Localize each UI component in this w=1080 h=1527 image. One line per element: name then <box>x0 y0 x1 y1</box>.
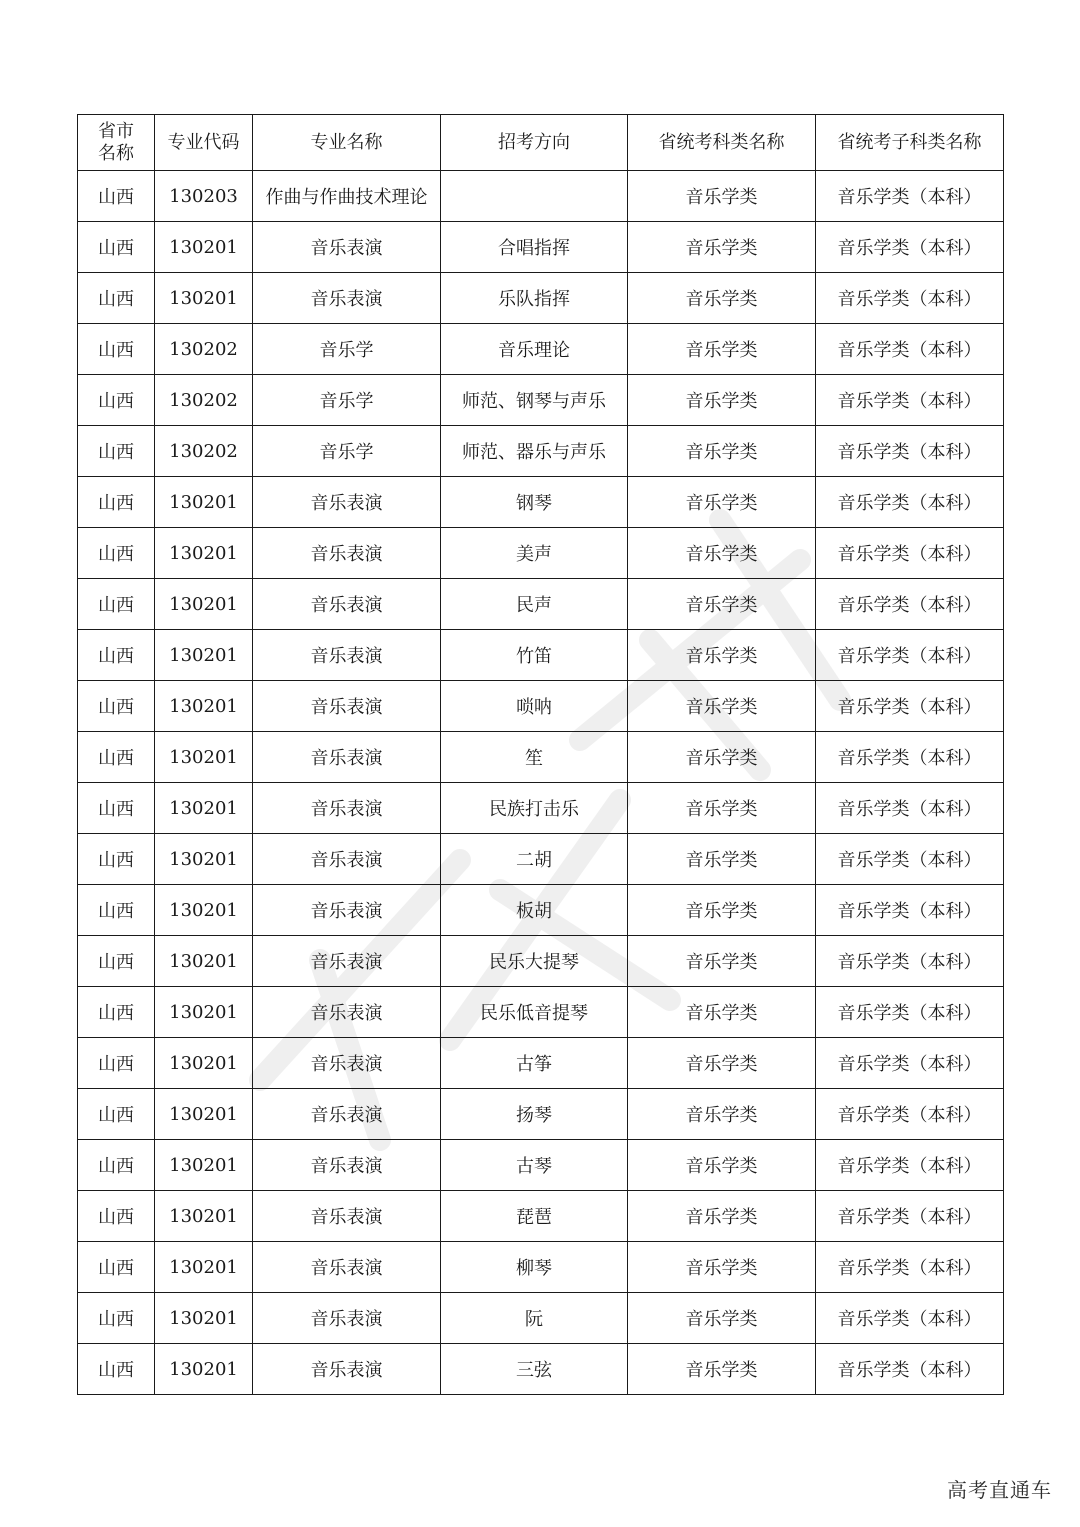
admission-table-container <box>77 114 1004 1395</box>
cell-exam-category: 音乐学类 <box>628 783 816 834</box>
cell-major-name: 音乐学 <box>253 375 441 426</box>
header-major-code: 专业代码 <box>155 115 253 171</box>
cell-major-code: 130201 <box>155 1089 253 1140</box>
table-row <box>78 375 1004 426</box>
cell-major-code: 130203 <box>155 171 253 222</box>
table-row <box>78 885 1004 936</box>
cell-major-name: 音乐表演 <box>253 1293 441 1344</box>
cell-exam-subcategory: 音乐学类（本科） <box>816 375 1004 426</box>
table-row <box>78 1089 1004 1140</box>
cell-province: 山西 <box>78 1344 155 1395</box>
cell-exam-subcategory: 音乐学类（本科） <box>816 681 1004 732</box>
cell-major-name: 音乐表演 <box>253 1242 441 1293</box>
table-header-row <box>78 115 1004 171</box>
cell-direction: 师范、器乐与声乐 <box>441 426 628 477</box>
table-row <box>78 783 1004 834</box>
cell-exam-category: 音乐学类 <box>628 1293 816 1344</box>
cell-major-name: 音乐表演 <box>253 1344 441 1395</box>
cell-direction: 扬琴 <box>441 1089 628 1140</box>
header-direction: 招考方向 <box>441 115 628 171</box>
cell-major-code: 130201 <box>155 273 253 324</box>
cell-exam-category: 音乐学类 <box>628 1089 816 1140</box>
cell-exam-subcategory: 音乐学类（本科） <box>816 1293 1004 1344</box>
cell-exam-category: 音乐学类 <box>628 834 816 885</box>
table-row <box>78 1242 1004 1293</box>
cell-direction: 民族打击乐 <box>441 783 628 834</box>
cell-major-name: 音乐表演 <box>253 987 441 1038</box>
cell-major-name: 音乐表演 <box>253 579 441 630</box>
cell-exam-subcategory: 音乐学类（本科） <box>816 1191 1004 1242</box>
cell-exam-category: 音乐学类 <box>628 426 816 477</box>
cell-major-code: 130201 <box>155 834 253 885</box>
table-row <box>78 834 1004 885</box>
cell-province: 山西 <box>78 1140 155 1191</box>
cell-major-code: 130201 <box>155 987 253 1038</box>
table-row <box>78 732 1004 783</box>
cell-province: 山西 <box>78 324 155 375</box>
table-row <box>78 171 1004 222</box>
table-row <box>78 273 1004 324</box>
cell-major-name: 音乐表演 <box>253 528 441 579</box>
cell-major-name: 音乐表演 <box>253 681 441 732</box>
cell-major-code: 130201 <box>155 936 253 987</box>
cell-exam-category: 音乐学类 <box>628 681 816 732</box>
cell-major-code: 130201 <box>155 222 253 273</box>
cell-direction: 唢呐 <box>441 681 628 732</box>
cell-direction: 古筝 <box>441 1038 628 1089</box>
cell-province: 山西 <box>78 528 155 579</box>
table-row <box>78 936 1004 987</box>
cell-major-name: 音乐学 <box>253 324 441 375</box>
cell-exam-subcategory: 音乐学类（本科） <box>816 1344 1004 1395</box>
cell-direction: 竹笛 <box>441 630 628 681</box>
table-row <box>78 1293 1004 1344</box>
cell-exam-subcategory: 音乐学类（本科） <box>816 885 1004 936</box>
cell-province: 山西 <box>78 1242 155 1293</box>
cell-direction: 古琴 <box>441 1140 628 1191</box>
table-row <box>78 1344 1004 1395</box>
header-major-name: 专业名称 <box>253 115 441 171</box>
cell-exam-category: 音乐学类 <box>628 171 816 222</box>
cell-exam-subcategory: 音乐学类（本科） <box>816 1140 1004 1191</box>
cell-major-code: 130201 <box>155 1140 253 1191</box>
cell-exam-subcategory: 音乐学类（本科） <box>816 936 1004 987</box>
cell-exam-subcategory: 音乐学类（本科） <box>816 426 1004 477</box>
cell-major-code: 130201 <box>155 1293 253 1344</box>
cell-major-code: 130201 <box>155 1191 253 1242</box>
cell-exam-subcategory: 音乐学类（本科） <box>816 732 1004 783</box>
cell-exam-category: 音乐学类 <box>628 528 816 579</box>
cell-direction: 钢琴 <box>441 477 628 528</box>
cell-exam-subcategory: 音乐学类（本科） <box>816 273 1004 324</box>
cell-exam-category: 音乐学类 <box>628 936 816 987</box>
cell-province: 山西 <box>78 1089 155 1140</box>
cell-exam-subcategory: 音乐学类（本科） <box>816 222 1004 273</box>
cell-direction: 师范、钢琴与声乐 <box>441 375 628 426</box>
cell-major-name: 音乐表演 <box>253 936 441 987</box>
cell-exam-category: 音乐学类 <box>628 324 816 375</box>
cell-major-name: 音乐表演 <box>253 885 441 936</box>
cell-major-name: 音乐表演 <box>253 783 441 834</box>
cell-province: 山西 <box>78 1038 155 1089</box>
cell-major-name: 音乐学 <box>253 426 441 477</box>
cell-major-name: 音乐表演 <box>253 834 441 885</box>
table-row <box>78 681 1004 732</box>
cell-province: 山西 <box>78 732 155 783</box>
cell-province: 山西 <box>78 630 155 681</box>
cell-exam-category: 音乐学类 <box>628 273 816 324</box>
cell-province: 山西 <box>78 375 155 426</box>
cell-exam-category: 音乐学类 <box>628 375 816 426</box>
cell-exam-subcategory: 音乐学类（本科） <box>816 477 1004 528</box>
cell-direction: 三弦 <box>441 1344 628 1395</box>
cell-major-name: 音乐表演 <box>253 1191 441 1242</box>
header-exam-category: 省统考科类名称 <box>628 115 816 171</box>
cell-exam-subcategory: 音乐学类（本科） <box>816 783 1004 834</box>
cell-direction: 民乐低音提琴 <box>441 987 628 1038</box>
cell-province: 山西 <box>78 987 155 1038</box>
cell-major-name: 音乐表演 <box>253 630 441 681</box>
cell-exam-subcategory: 音乐学类（本科） <box>816 1038 1004 1089</box>
cell-direction: 民乐大提琴 <box>441 936 628 987</box>
table-row <box>78 987 1004 1038</box>
cell-province: 山西 <box>78 885 155 936</box>
table-row <box>78 222 1004 273</box>
cell-province: 山西 <box>78 681 155 732</box>
cell-province: 山西 <box>78 1293 155 1344</box>
cell-province: 山西 <box>78 783 155 834</box>
cell-exam-category: 音乐学类 <box>628 222 816 273</box>
cell-province: 山西 <box>78 1191 155 1242</box>
cell-direction <box>441 171 628 222</box>
cell-province: 山西 <box>78 171 155 222</box>
cell-exam-category: 音乐学类 <box>628 477 816 528</box>
cell-exam-subcategory: 音乐学类（本科） <box>816 630 1004 681</box>
cell-province: 山西 <box>78 834 155 885</box>
cell-major-name: 音乐表演 <box>253 273 441 324</box>
admission-table <box>77 114 1004 1395</box>
header-province <box>78 115 155 171</box>
cell-direction: 民声 <box>441 579 628 630</box>
cell-direction: 美声 <box>441 528 628 579</box>
cell-exam-category: 音乐学类 <box>628 1242 816 1293</box>
cell-province: 山西 <box>78 477 155 528</box>
cell-major-name: 作曲与作曲技术理论 <box>253 171 441 222</box>
table-row <box>78 426 1004 477</box>
cell-exam-subcategory: 音乐学类（本科） <box>816 579 1004 630</box>
cell-exam-subcategory: 音乐学类（本科） <box>816 528 1004 579</box>
cell-major-code: 130201 <box>155 681 253 732</box>
cell-province: 山西 <box>78 936 155 987</box>
cell-major-name: 音乐表演 <box>253 1140 441 1191</box>
cell-direction: 合唱指挥 <box>441 222 628 273</box>
cell-direction: 音乐理论 <box>441 324 628 375</box>
table-body <box>78 171 1004 1395</box>
cell-major-code: 130201 <box>155 579 253 630</box>
cell-direction: 阮 <box>441 1293 628 1344</box>
table-row <box>78 1191 1004 1242</box>
cell-major-name: 音乐表演 <box>253 477 441 528</box>
cell-direction: 笙 <box>441 732 628 783</box>
cell-major-name: 音乐表演 <box>253 1089 441 1140</box>
cell-major-code: 130201 <box>155 783 253 834</box>
cell-exam-subcategory: 音乐学类（本科） <box>816 1089 1004 1140</box>
header-province-line: 省市 <box>98 120 134 142</box>
table-row <box>78 579 1004 630</box>
cell-major-code: 130201 <box>155 1344 253 1395</box>
cell-major-code: 130202 <box>155 375 253 426</box>
cell-direction: 二胡 <box>441 834 628 885</box>
cell-major-code: 130201 <box>155 528 253 579</box>
cell-exam-category: 音乐学类 <box>628 987 816 1038</box>
cell-exam-category: 音乐学类 <box>628 1140 816 1191</box>
cell-major-name: 音乐表演 <box>253 222 441 273</box>
cell-direction: 板胡 <box>441 885 628 936</box>
cell-major-code: 130201 <box>155 732 253 783</box>
cell-exam-category: 音乐学类 <box>628 630 816 681</box>
cell-exam-subcategory: 音乐学类（本科） <box>816 987 1004 1038</box>
cell-major-code: 130201 <box>155 477 253 528</box>
cell-direction: 琵琶 <box>441 1191 628 1242</box>
cell-major-name: 音乐表演 <box>253 732 441 783</box>
table-row <box>78 1038 1004 1089</box>
table-row <box>78 528 1004 579</box>
cell-exam-subcategory: 音乐学类（本科） <box>816 324 1004 375</box>
cell-major-name: 音乐表演 <box>253 1038 441 1089</box>
header-exam-subcategory: 省统考子科类名称 <box>816 115 1004 171</box>
cell-exam-subcategory: 音乐学类（本科） <box>816 1242 1004 1293</box>
footer-brand: 高考直通车 <box>947 1478 1052 1502</box>
cell-exam-category: 音乐学类 <box>628 1191 816 1242</box>
cell-direction: 乐队指挥 <box>441 273 628 324</box>
table-row <box>78 630 1004 681</box>
header-province-line: 名称 <box>98 142 134 164</box>
cell-province: 山西 <box>78 426 155 477</box>
cell-exam-category: 音乐学类 <box>628 579 816 630</box>
cell-major-code: 130201 <box>155 630 253 681</box>
table-row <box>78 324 1004 375</box>
cell-exam-subcategory: 音乐学类（本科） <box>816 834 1004 885</box>
cell-exam-subcategory: 音乐学类（本科） <box>816 171 1004 222</box>
cell-major-code: 130202 <box>155 324 253 375</box>
cell-major-code: 130201 <box>155 1242 253 1293</box>
cell-exam-category: 音乐学类 <box>628 1344 816 1395</box>
cell-major-code: 130201 <box>155 885 253 936</box>
cell-province: 山西 <box>78 579 155 630</box>
table-row <box>78 477 1004 528</box>
cell-major-code: 130201 <box>155 1038 253 1089</box>
cell-province: 山西 <box>78 222 155 273</box>
cell-exam-category: 音乐学类 <box>628 1038 816 1089</box>
table-row <box>78 1140 1004 1191</box>
cell-exam-category: 音乐学类 <box>628 885 816 936</box>
cell-major-code: 130202 <box>155 426 253 477</box>
cell-direction: 柳琴 <box>441 1242 628 1293</box>
cell-province: 山西 <box>78 273 155 324</box>
cell-exam-category: 音乐学类 <box>628 732 816 783</box>
